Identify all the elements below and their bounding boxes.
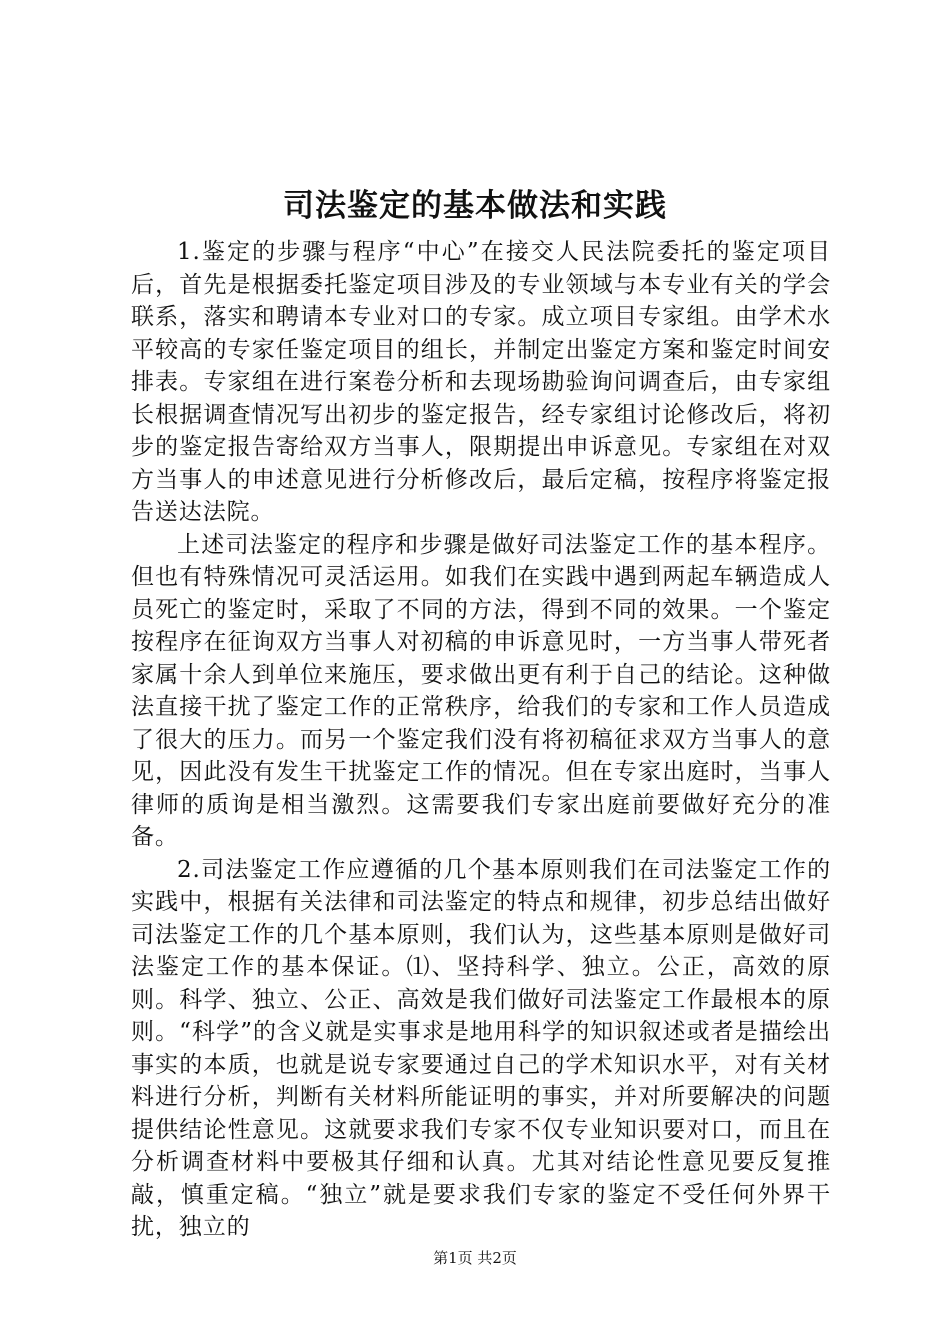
document-title: 司法鉴定的基本做法和实践 bbox=[283, 188, 667, 224]
document-body bbox=[131, 236, 831, 1244]
paragraph-3: 2.司法鉴定工作应遵循的几个基本原则我们在司法鉴定工作的实践中，根据有关法律和司法鉴定的特点和规律，初步总结出做好司法鉴定工作的几个基本原则，我们认为，这些基本原则是做好司法鉴定工作的基本保证。⑴、坚持科学、独立。公正，高效的原则。科学、独立、公正、高效是我们做好司法鉴定工作最根本的原则。“科学”的含义就是实事求是地用科学的知识叙述或者是描绘出事实的本质，也就是说专家要通过自己的学术知识水平，对有关材料进行分析，判断有关材料所能证明的事实，并对所要解决的问题提供结论性意见。这就要求我们专家不仅专业知识要对口，而且在分析调查材料中要极其仔细和认真。尤其对结论性意见要反复推敲，慎重定稿。“独立”就是要求我们专家的鉴定不受任何外界干扰，独立的 bbox=[131, 856, 831, 1240]
page-number-footer: 第1页 共2页 bbox=[433, 1249, 517, 1267]
paragraph-2: 上述司法鉴定的程序和步骤是做好司法鉴定工作的基本程序。但也有特殊情况可灵活运用。如我们在实践中遇到两起车辆造成人员死亡的鉴定时，采取了不同的方法，得到不同的效果。一个鉴定按程序在征询双方当事人对初稿的申诉意见时，一方当事人带死者家属十余人到单位来施压，要求做出更有利于自己的结论。这种做法直接干扰了鉴定工作的正常秩序，给我们的专家和工作人员造成了很大的压力。而另一个鉴定我们没有将初稿征求双方当事人的意见，因此没有发生干扰鉴定工作的情况。但在专家出庭时，当事人律师的质询是相当激烈。这需要我们专家出庭前要做好充分的准备。 bbox=[131, 531, 831, 850]
paragraph-1: 1.鉴定的步骤与程序“中心”在接交人民法院委托的鉴定项目后，首先是根据委托鉴定项目涉及的专业领域与本专业有关的学会联系，落实和聘请本专业对口的专家。成立项目专家组。由学术水平较高的专家任鉴定项目的组长，并制定出鉴定方案和鉴定时间安排表。专家组在进行案卷分析和去现场勘验询问调查后，由专家组长根据调查情况写出初步的鉴定报告，经专家组讨论修改后，将初步的鉴定报告寄给双方当事人，限期提出申诉意见。专家组在对双方当事人的申述意见进行分析修改后，最后定稿，按程序将鉴定报告送达法院。 bbox=[131, 239, 831, 525]
